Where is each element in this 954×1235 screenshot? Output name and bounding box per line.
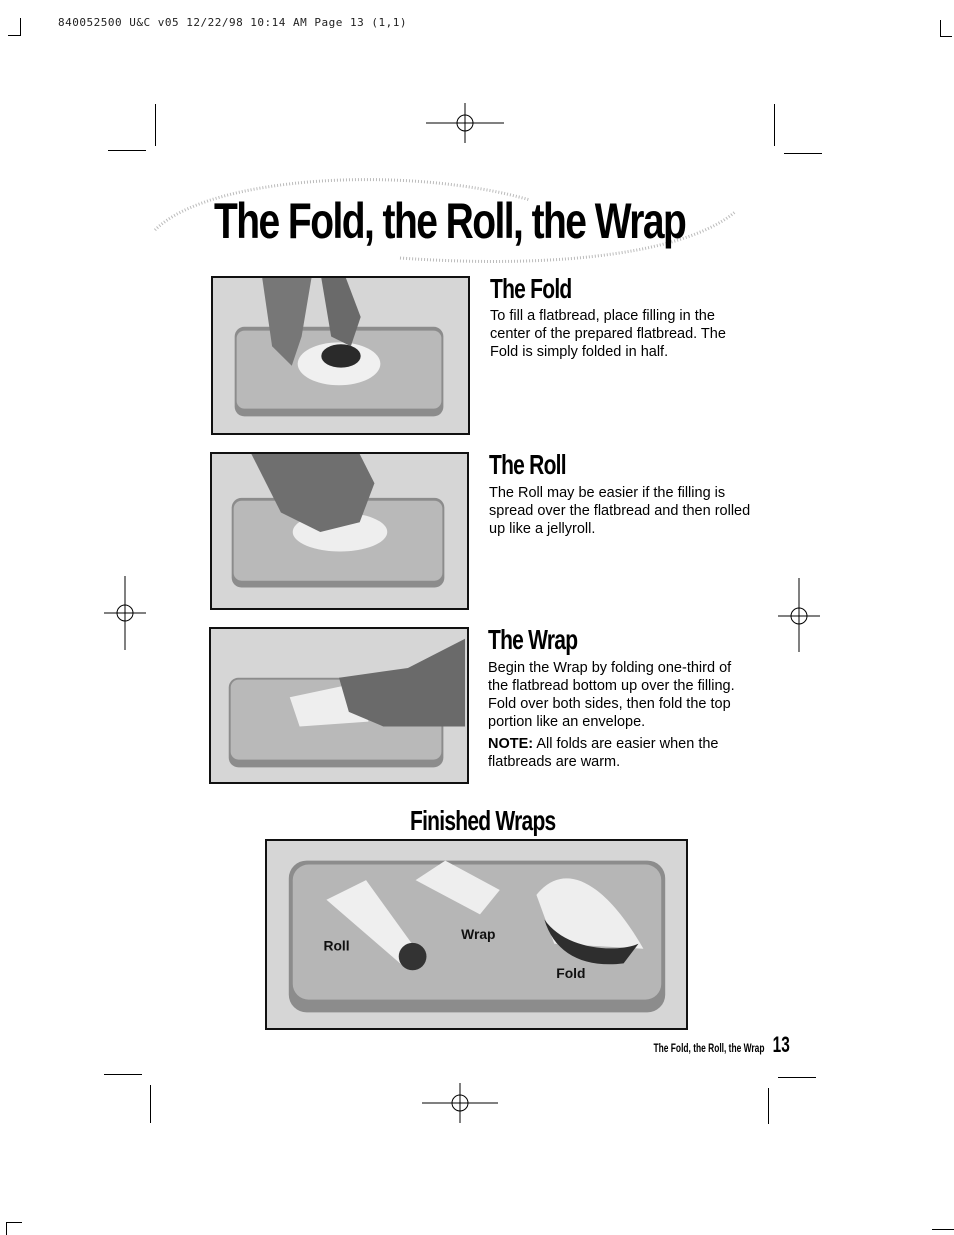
page-title: The Fold, the Roll, the Wrap [214,193,686,249]
photo-the-roll [210,452,469,610]
photo-finished-wraps [265,839,688,1030]
note-label: NOTE: [488,736,534,752]
section-heading-the-wrap: The Wrap [488,624,578,655]
section-heading-the-fold: The Fold [490,273,572,304]
crop-mark [150,1085,151,1123]
crop-mark [932,1229,954,1230]
crop-mark [8,35,21,36]
crop-mark [6,1222,7,1235]
label-roll: Roll [323,938,350,954]
crop-mark [108,150,146,151]
section-body-the-roll: The Roll may be easier if the filling is spread over the flatbread and then rolled up like a jellyroll. [489,485,751,537]
crop-mark [778,1077,816,1078]
label-wrap: Wrap [461,926,496,942]
registration-mark [426,103,504,143]
crop-mark [940,36,952,37]
crop-mark [784,153,822,154]
crop-mark [940,20,941,37]
crop-mark [774,104,775,146]
page-footer [606,1032,793,1058]
crop-mark [6,1222,22,1223]
label-fold: Fold [556,966,586,982]
photo-the-fold [211,276,470,435]
section-heading-the-roll: The Roll [489,449,566,480]
crop-mark [104,1074,142,1075]
footer-running-title: The Fold, the Roll, the Wrap [653,1041,765,1055]
note-text: All folds are easier when the flatbreads are warm. [488,736,719,770]
crop-mark [768,1088,769,1124]
registration-mark [778,578,820,652]
finished-wraps-heading: Finished Wraps [410,805,556,836]
registration-mark [422,1083,498,1123]
wrap-note [488,735,750,771]
crop-mark [155,104,156,146]
section-body-the-wrap: Begin the Wrap by folding one-third of the flatbread bottom up over the filling. Fold over both sides, then fold the top portion like an envelope. [488,660,735,730]
photo-the-wrap [209,627,469,784]
page-number: 13 [772,1032,790,1057]
registration-mark [104,576,146,650]
print-slug-line: 840052500 U&C v05 12/22/98 10:14 AM Page 13 (1,1) [58,16,408,29]
section-body-the-fold: To fill a flatbread, place filling in the center of the prepared flatbread. The Fold is simply folded in half. [490,308,726,360]
crop-mark [20,18,21,36]
